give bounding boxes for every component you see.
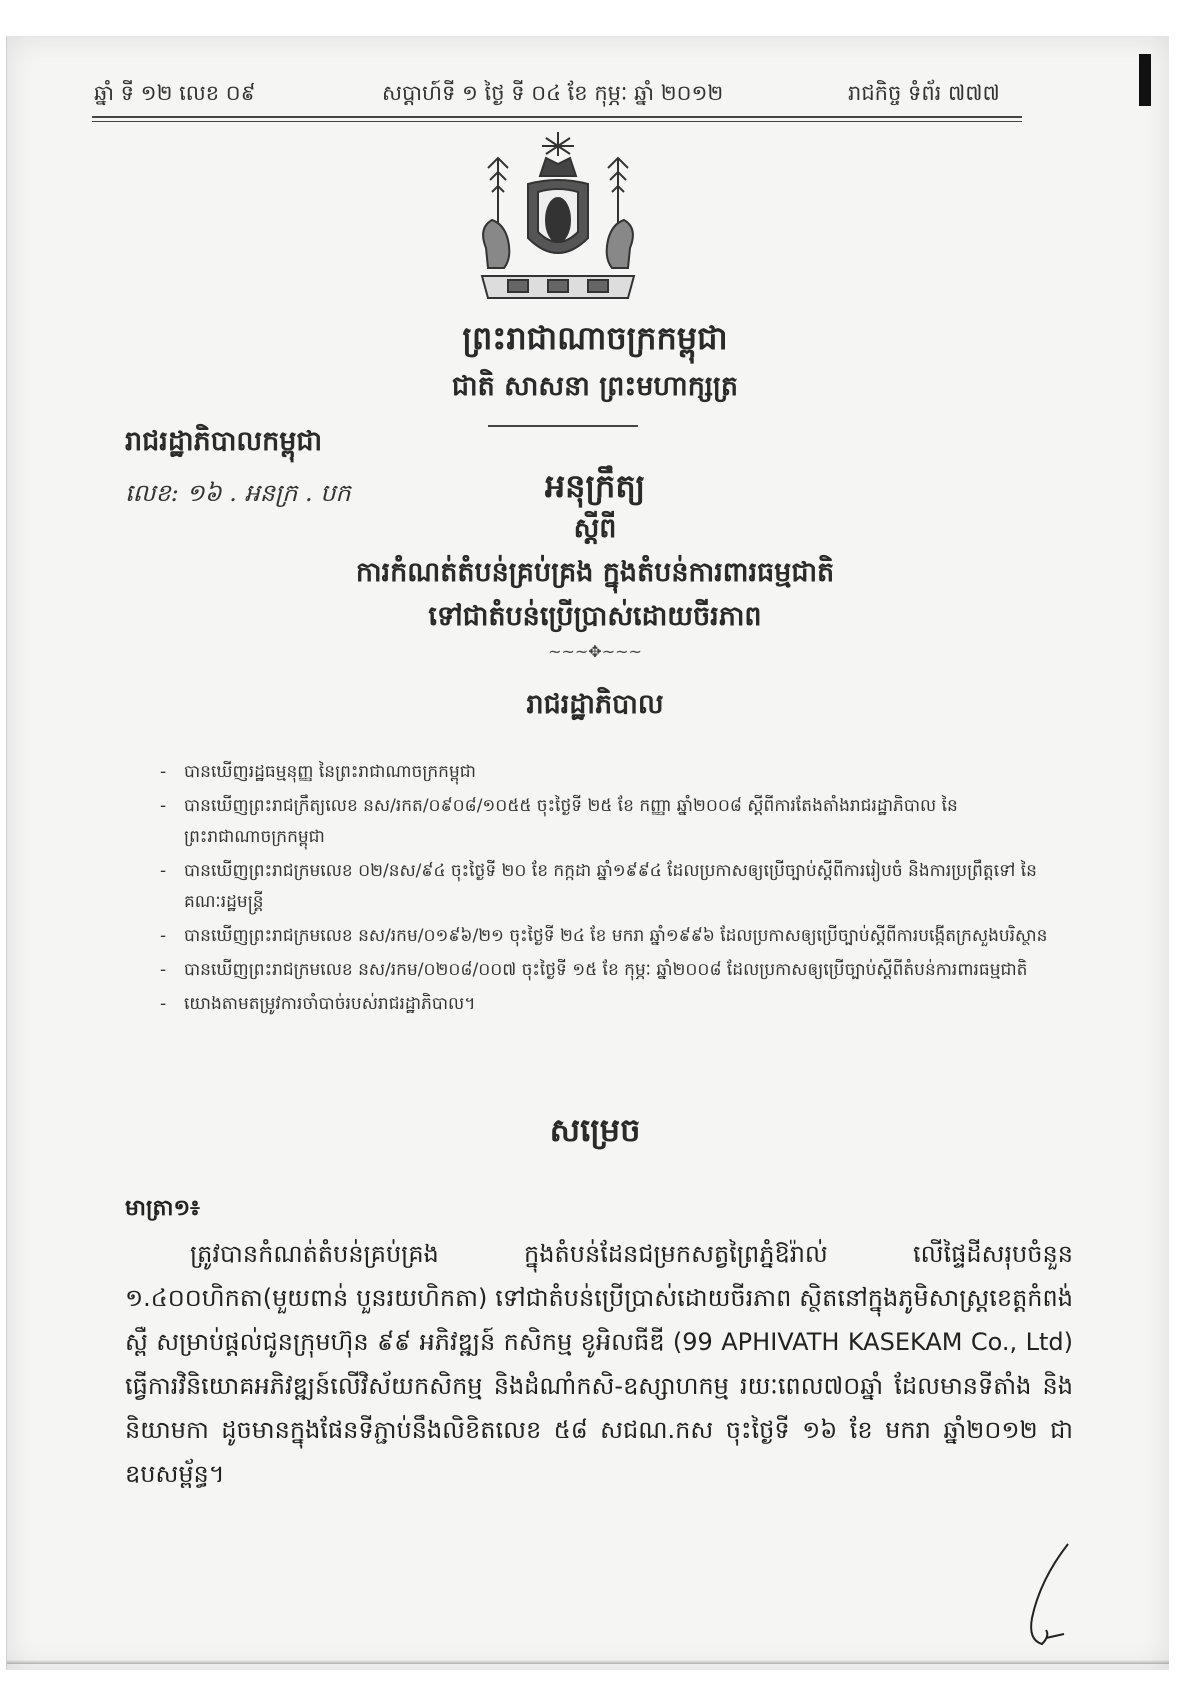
initials-signature [1020,1540,1080,1654]
header-rule [92,116,1022,118]
bullet-dash: - [160,796,167,816]
list-item [160,989,1050,1020]
decree-number: លេខ: ១៦ . អនក្រ . បក [125,479,351,507]
bullet-dash: - [160,926,167,946]
list-item [160,955,1050,986]
list-item [160,757,1050,788]
scan-bottom-shadow [7,1660,1169,1664]
scan-edge-shadow [1139,54,1151,106]
list-item [160,921,1050,952]
header-year-issue: ឆ្នាំ ទី ១២ លេខ ០៩ [94,81,256,105]
document-title-line2: ទៅជាតំបន់ប្រើប្រាស់ដោយចីរភាព [428,601,762,632]
consideration-text: បានឃើញព្រះរាជក្រមលេខ ០២/នស/៩៤ ចុះថ្ងៃទី ២០ ខែ កក្កដា ឆ្នាំ១៩៩៤ ដែលប្រកាសឲ្យប្រើច្បាប់ស្តីពីការរៀបចំ និងការប្រព្រឹត្តទៅ នៃគណៈរដ្ឋមន្ត្រី [184,861,1037,912]
header-gazette-page: រាជកិច្ច ទំព័រ ៧៧៧ [848,81,1000,105]
document-type: អនុក្រឹត្យ [544,467,646,505]
bullet-dash: - [160,960,167,980]
bullet-dash: - [160,861,167,881]
royal-coat-of-arms-emblem [468,128,648,307]
motto-divider [488,425,638,427]
bullet-dash: - [160,762,167,782]
article-1-text: ត្រូវបានកំណត់តំបន់គ្រប់គ្រង ក្នុងតំបន់ដែនជម្រកសត្វព្រៃភ្នំឱរ៉ាល់ លើផ្ទៃដីសរុបចំនួន ១.៤០០ហិកតា(មួយពាន់ បួនរយហិកតា) ទៅជាតំបន់ប្រើប្រាស់ដោយចីរភាព ស្ថិតនៅក្នុងភូមិសាស្ត្រខេត្តកំពង់ស្ពឺ សម្រាប់ផ្តល់ជូនក្រុមហ៊ុន ៩៩ អភិវឌ្ឍន៍ កសិកម្ម ខូអិលធីឌី (99 APHIVATH KASEKAM Co., Ltd) ធ្វើការវិនិយោគអភិវឌ្ឍន៍លើវិស័យកសិកម្ម និងដំណាំកសិ-ឧស្សាហកម្ម រយៈពេល៧០ឆ្នាំ ដែលមានទីតាំង និងនិយាមកា ដូចមានក្នុងផែនទីភ្ជាប់នឹងលិខិតលេខ ៥៨ សជណ.កស ចុះថ្ងៃទី ១៦ ខែ មករា ឆ្នាំ២០១២ ជាឧបសម្ព័ន្ធ។ [125,1240,1073,1488]
considerations-list [160,757,1050,1023]
issuer-name: រាជរដ្ឋាភិបាលកម្ពុជា [125,426,323,457]
consideration-text: យោងតាមតម្រូវការចាំបាច់របស់រាជរដ្ឋាភិបាល។ [184,994,476,1014]
consideration-text: បានឃើញព្រះរាជក្រមលេខ នស/រកម/០១៩៦/២១ ចុះថ្ងៃទី ២៤ ខែ មករា ឆ្នាំ១៩៩៦ ដែលប្រកាសឲ្យប្រើច្បាប់ស្តីពីការបង្កើតក្រសួងបរិស្ថាន [184,926,1048,946]
document-title-line1: ការកំណត់តំបន់គ្រប់គ្រង ក្នុងតំបន់ការពារធម្មជាតិ [355,557,835,588]
decision-heading: សម្រេច [549,1111,641,1149]
bullet-dash: - [160,994,167,1014]
government-heading: រាជរដ្ឋាភិបាល [526,689,664,720]
article-1-body [125,1232,1073,1496]
list-item [160,856,1050,918]
header-rule-thin [92,121,1022,122]
national-motto: ជាតិ សាសនា ព្រះមហាក្សត្រ [451,371,739,402]
consideration-text: បានឃើញព្រះរាជក្រមលេខ នស/រកម/០២០៨/០០៧ ចុះថ្ងៃទី ១៥ ខែ កុម្ភៈ ឆ្នាំ២០០៨ ដែលប្រកាសឲ្យប្រើច្បាប់ស្តីពីតំបន់ការពារធម្មជាតិ [184,960,1028,980]
consideration-text: បានឃើញព្រះរាជក្រឹត្យលេខ នស/រកត/០៩០៨/១០៥៥ ចុះថ្ងៃទី ២៥ ខែ កញ្ញា ឆ្នាំ២០០៨ ស្តីពីការតែងតាំងរាជរដ្ឋាភិបាល នៃព្រះរាជាណាចក្រកម្ពុជា [184,796,958,847]
list-item [160,791,1050,853]
document-about: ស្តីពី [573,513,617,544]
header-date: សប្តាហ៍ទី ១ ថ្ងៃ ទី ០៤ ខែ កុម្ភៈ ឆ្នាំ ២០១២ [382,81,724,105]
kingdom-name: ព្រះរាជាណាចក្រកម្ពុជា [462,319,728,357]
ornament-divider: ~~~✥~~~ [548,642,642,661]
consideration-text: បានឃើញរដ្ឋធម្មនុញ្ញ នៃព្រះរាជាណាចក្រកម្ពុជា [184,762,476,782]
article-1-label: មាត្រា១៖ [125,1196,200,1221]
